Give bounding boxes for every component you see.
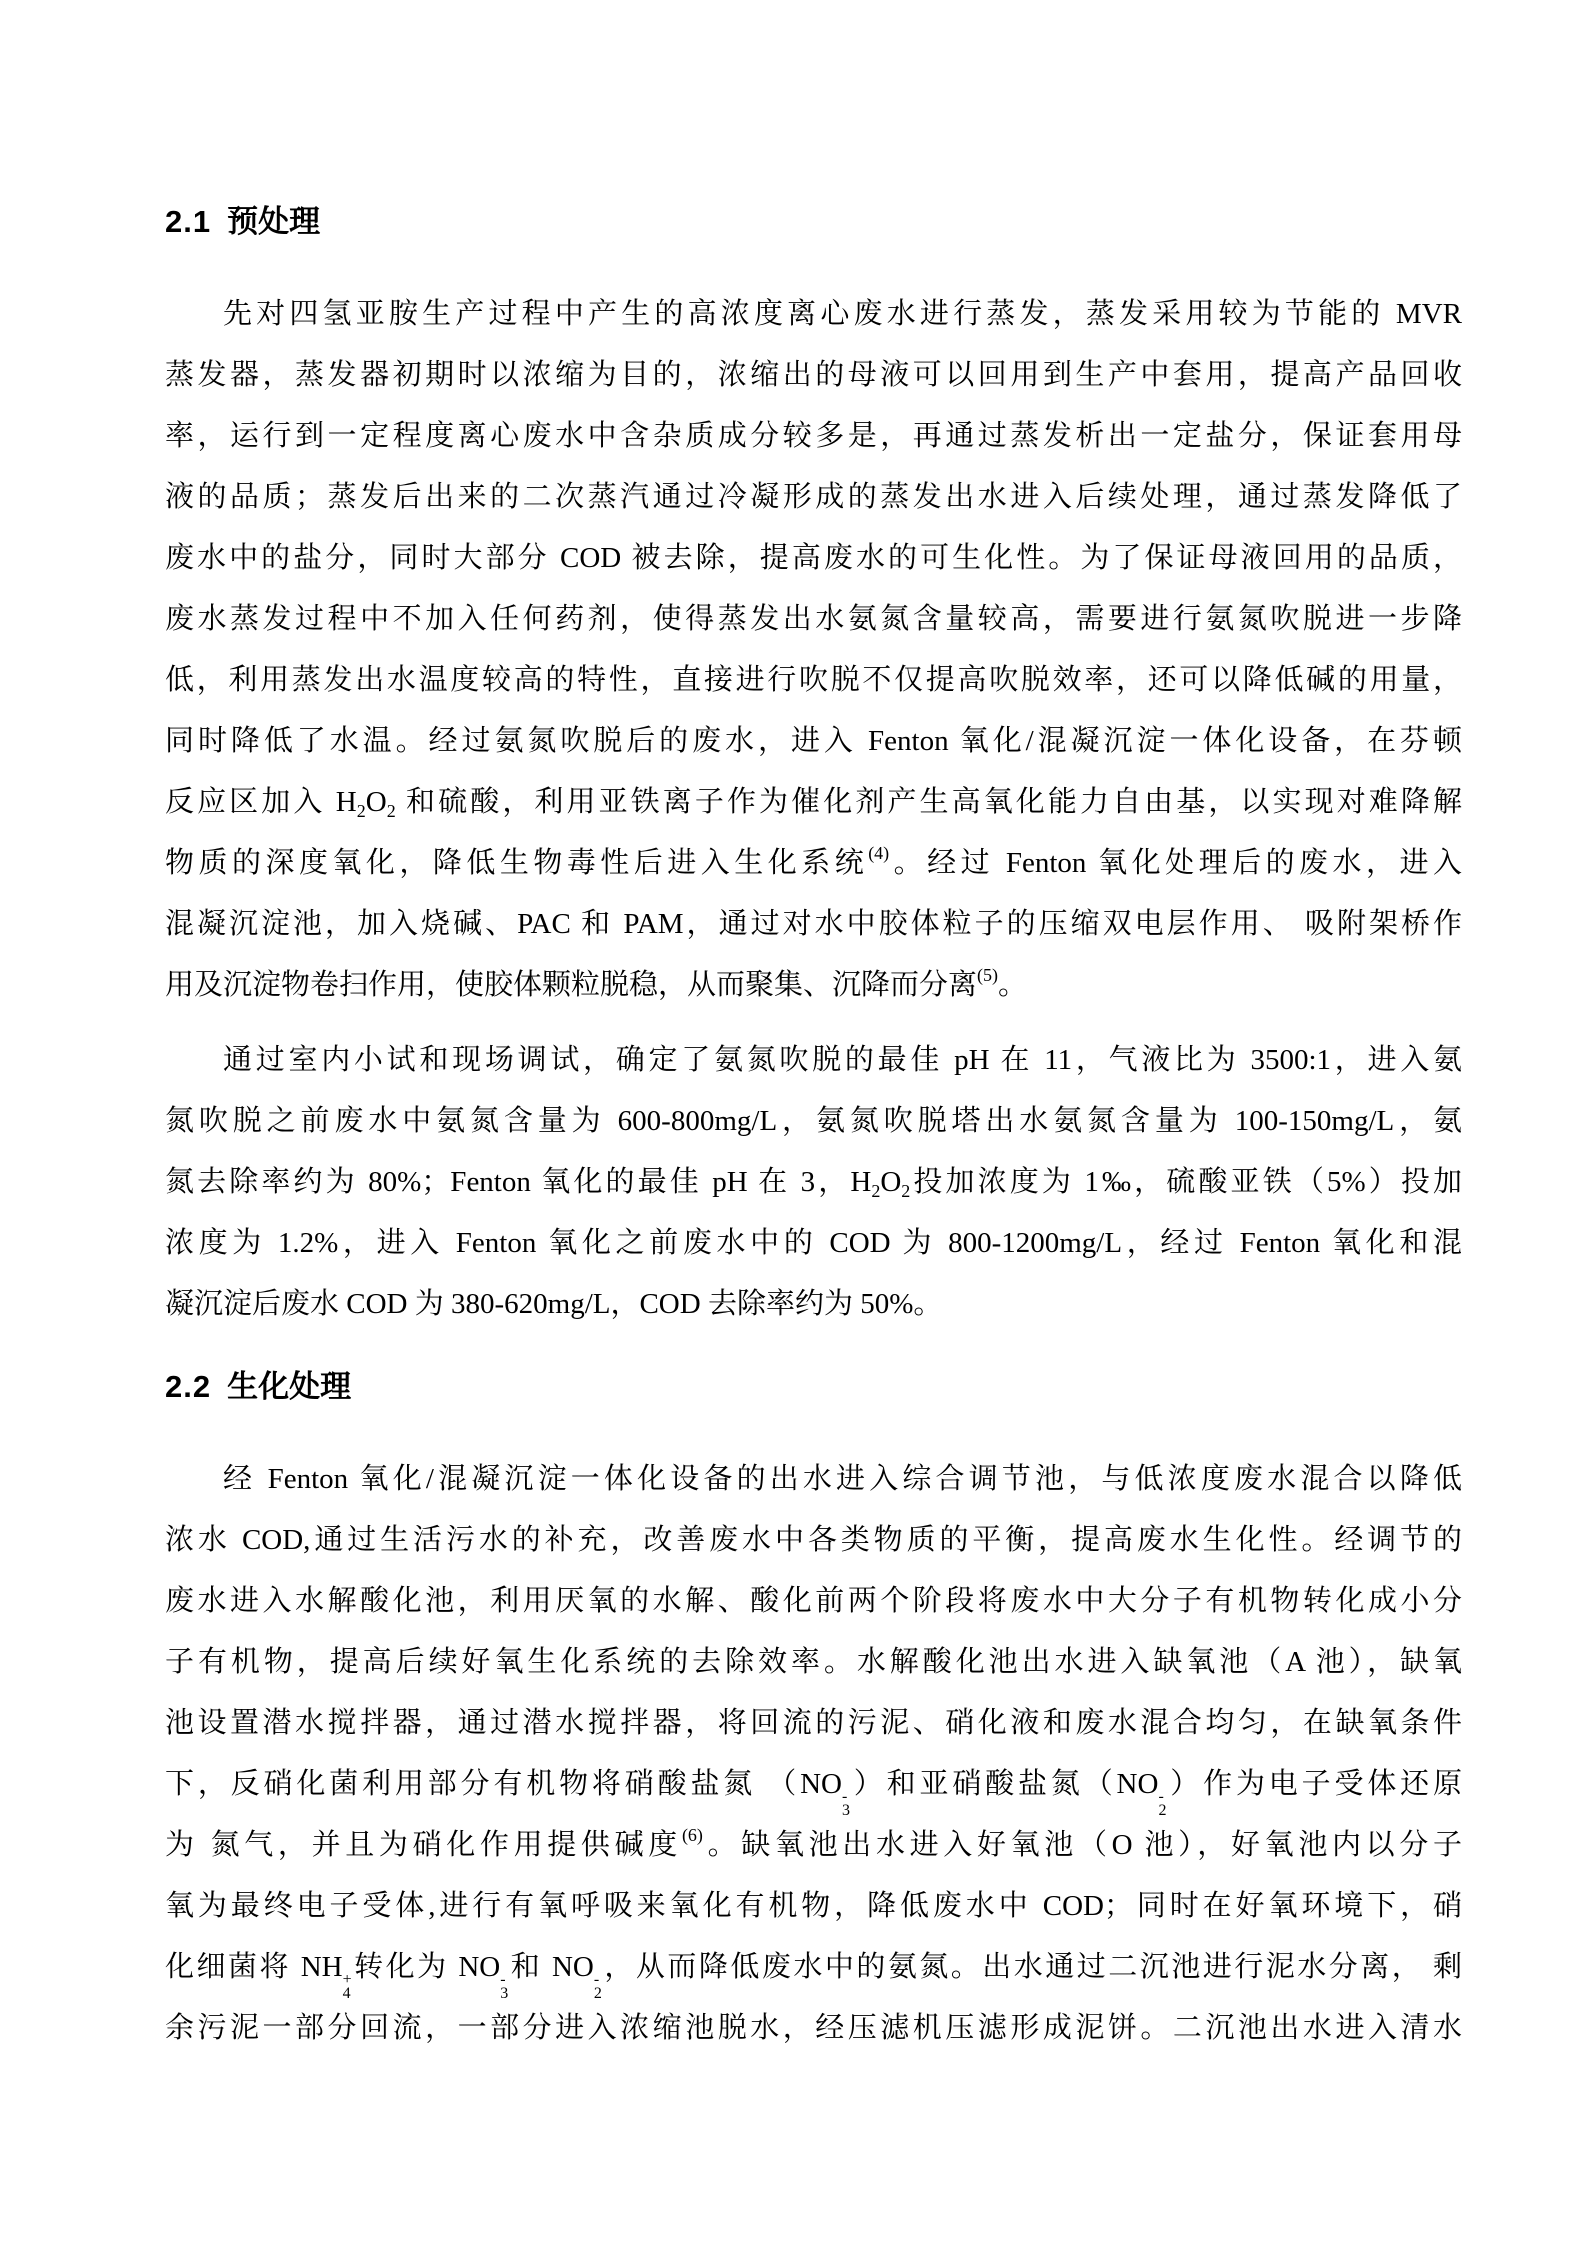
- subscript: 2: [356, 801, 366, 821]
- paragraph: [165, 284, 1462, 1016]
- text-run: O: [880, 1166, 902, 1198]
- section-title: 预处理: [227, 204, 321, 239]
- text-line: [165, 345, 1462, 406]
- document-content: [165, 170, 1462, 2073]
- text-run: 为 氮气，并且为硝化作用提供碱度: [165, 1829, 682, 1861]
- stacked-sub-superscript: [343, 1973, 352, 1998]
- text-line: [165, 1632, 1462, 1693]
- superscript: -: [593, 1971, 600, 1988]
- text-run: 投加浓度为 1‰，硫酸亚铁（5%）投加: [910, 1166, 1462, 1198]
- text-run: 经 Fenton 氧化/混凝沉淀一体化设备的出水进入综合调节池，与低浓度废水混合以降低: [223, 1463, 1462, 1495]
- text-run: 废水中的盐分，同时大部分 COD 被去除，提高废水的可生化性。为了保证母液回用的品质，: [165, 542, 1462, 574]
- text-line: [165, 1876, 1462, 1937]
- text-line: [165, 1449, 1462, 1510]
- section-heading: [165, 200, 1462, 244]
- subscript: 2: [593, 1985, 602, 1998]
- superscript-reference: (5): [977, 965, 999, 985]
- text-line: [165, 1693, 1462, 1754]
- superscript: -: [500, 1971, 506, 1988]
- text-line: [165, 1213, 1462, 1274]
- text-line: [165, 1937, 1462, 1998]
- text-line: [165, 1754, 1462, 1815]
- text-run: 废水蒸发过程中不加入任何药剂，使得蒸发出水氨氮含量较高，需要进行氨氮吹脱进一步降: [165, 603, 1462, 635]
- subscript: 3: [500, 1985, 509, 1998]
- text-line: [165, 1030, 1462, 1091]
- text-line: [165, 528, 1462, 589]
- text-run: 子有机物，提高后续好氧生化系统的去除效率。水解酸化池出水进入缺氧池（A 池），缺氧: [165, 1646, 1462, 1678]
- section-number: 2.1: [165, 204, 212, 239]
- stacked-sub-superscript: [594, 1973, 602, 1998]
- text-run: ）作为电子受体还原: [1166, 1768, 1462, 1800]
- text-line: [165, 955, 1462, 1016]
- text-run: 和硫酸，利用亚铁离子作为催化剂产生高氧化能力自由基，以实现对难降解: [395, 786, 1462, 818]
- text-line: [165, 1815, 1462, 1876]
- text-run: 低，利用蒸发出水温度较高的特性，直接进行吹脱不仅提高吹脱效率，还可以降低碱的用量，: [165, 664, 1462, 696]
- text-line: [165, 589, 1462, 650]
- text-run: 。: [998, 969, 1028, 1001]
- text-line: [165, 1571, 1462, 1632]
- text-run: ）和亚硝酸盐氮（NO: [849, 1768, 1159, 1800]
- section-title: 生化处理: [227, 1369, 352, 1404]
- paragraph: [165, 1449, 1462, 2059]
- subscript: 2: [901, 1181, 911, 1201]
- text-line: [165, 772, 1462, 833]
- text-line: [165, 1152, 1462, 1213]
- text-run: 。经过 Fenton 氧化处理后的废水，进入: [889, 847, 1462, 879]
- text-line: [165, 1998, 1462, 2059]
- superscript: +: [342, 1971, 352, 1988]
- text-line: [165, 467, 1462, 528]
- text-run: ，从而降低废水中的氨氮。出水通过二沉池进行泥水分离， 剩: [601, 1951, 1462, 1983]
- superscript-reference: (6): [681, 1825, 703, 1845]
- stacked-sub-superscript: [842, 1790, 850, 1815]
- text-line: [165, 650, 1462, 711]
- text-line: [165, 406, 1462, 467]
- text-run: 。缺氧池出水进入好氧池（O 池），好氧池内以分子: [702, 1829, 1462, 1861]
- text-run: 浓度为 1.2%，进入 Fenton 氧化之前废水中的 COD 为 800-1200mg/L，经过 Fenton 氧化和混: [165, 1227, 1462, 1259]
- text-run: 氮吹脱之前废水中氨氮含量为 600-800mg/L，氨氮吹脱塔出水氨氮含量为 100-150mg/L，氨: [165, 1105, 1462, 1137]
- text-line: [165, 1274, 1462, 1335]
- section-number: 2.2: [165, 1369, 212, 1404]
- text-run: 余污泥一部分回流，一部分进入浓缩池脱水，经压滤机压滤形成泥饼。二沉池出水进入清水: [165, 2012, 1462, 2044]
- text-run: 液的品质；蒸发后出来的二次蒸汽通过冷凝形成的蒸发出水进入后续处理，通过蒸发降低了: [165, 481, 1462, 513]
- subscript: 2: [1158, 1802, 1167, 1815]
- text-run: 转化为 NO: [351, 1951, 501, 1983]
- text-run: 率，运行到一定程度离心废水中含杂质成分较多是，再通过蒸发析出一定盐分，保证套用母: [165, 420, 1462, 452]
- text-run: 氧为最终电子受体,进行有氧呼吸来氧化有机物，降低废水中 COD；同时在好氧环境下，硝: [165, 1890, 1462, 1922]
- text-run: 同时降低了水温。经过氨氮吹脱后的废水，进入 Fenton 氧化/混凝沉淀一体化设备，在芬顿: [165, 725, 1462, 757]
- text-run: 化细菌将 NH: [165, 1951, 343, 1983]
- text-run: 凝沉淀后废水 COD 为 380-620mg/L，COD 去除率约为 50%。: [165, 1288, 943, 1320]
- text-run: 下，反硝化菌利用部分有机物将硝酸盐氮 （NO: [165, 1768, 842, 1800]
- text-line: [165, 711, 1462, 772]
- text-line: [165, 894, 1462, 955]
- subscript: 2: [386, 801, 396, 821]
- subscript: 3: [841, 1802, 850, 1815]
- text-run: 混凝沉淀池，加入烧碱、PAC 和 PAM，通过对水中胶体粒子的压缩双电层作用、 吸附架桥作: [165, 908, 1462, 940]
- subscript: 4: [342, 1985, 351, 1998]
- superscript: -: [841, 1788, 848, 1805]
- text-run: 通过室内小试和现场调试，确定了氨氮吹脱的最佳 pH 在 11，气液比为 3500:1，进入氨: [223, 1044, 1462, 1076]
- superscript-reference: (4): [868, 843, 890, 863]
- subscript: 2: [871, 1181, 881, 1201]
- text-line: [165, 284, 1462, 345]
- text-line: [165, 833, 1462, 894]
- text-run: 蒸发器，蒸发器初期时以浓缩为目的，浓缩出的母液可以回用到生产中套用，提高产品回收: [165, 359, 1462, 391]
- text-run: 废水进入水解酸化池，利用厌氧的水解、酸化前两个阶段将废水中大分子有机物转化成小分: [165, 1585, 1462, 1617]
- text-run: 物质的深度氧化，降低生物毒性后进入生化系统: [165, 847, 869, 879]
- text-run: 用及沉淀物卷扫作用，使胶体颗粒脱稳，从而聚集、沉降而分离: [165, 969, 978, 1001]
- section-heading: [165, 1365, 1462, 1409]
- superscript: -: [1158, 1788, 1164, 1805]
- text-run: O: [365, 786, 387, 818]
- text-run: 氮去除率约为 80%；Fenton 氧化的最佳 pH 在 3，H: [165, 1166, 872, 1198]
- text-run: 反应区加入 H: [165, 786, 357, 818]
- paragraph: [165, 1030, 1462, 1335]
- text-line: [165, 1091, 1462, 1152]
- text-line: [165, 1510, 1462, 1571]
- text-run: 池设置潜水搅拌器，通过潜水搅拌器，将回流的污泥、硝化液和废水混合均匀，在缺氧条件: [165, 1707, 1462, 1739]
- text-run: 和 NO: [508, 1951, 594, 1983]
- text-run: 浓水 COD,通过生活污水的补充，改善废水中各类物质的平衡，提高废水生化性。经调节的: [165, 1524, 1462, 1556]
- text-run: 先对四氢亚胺生产过程中产生的高浓度离心废水进行蒸发，蒸发采用较为节能的 MVR: [223, 298, 1462, 330]
